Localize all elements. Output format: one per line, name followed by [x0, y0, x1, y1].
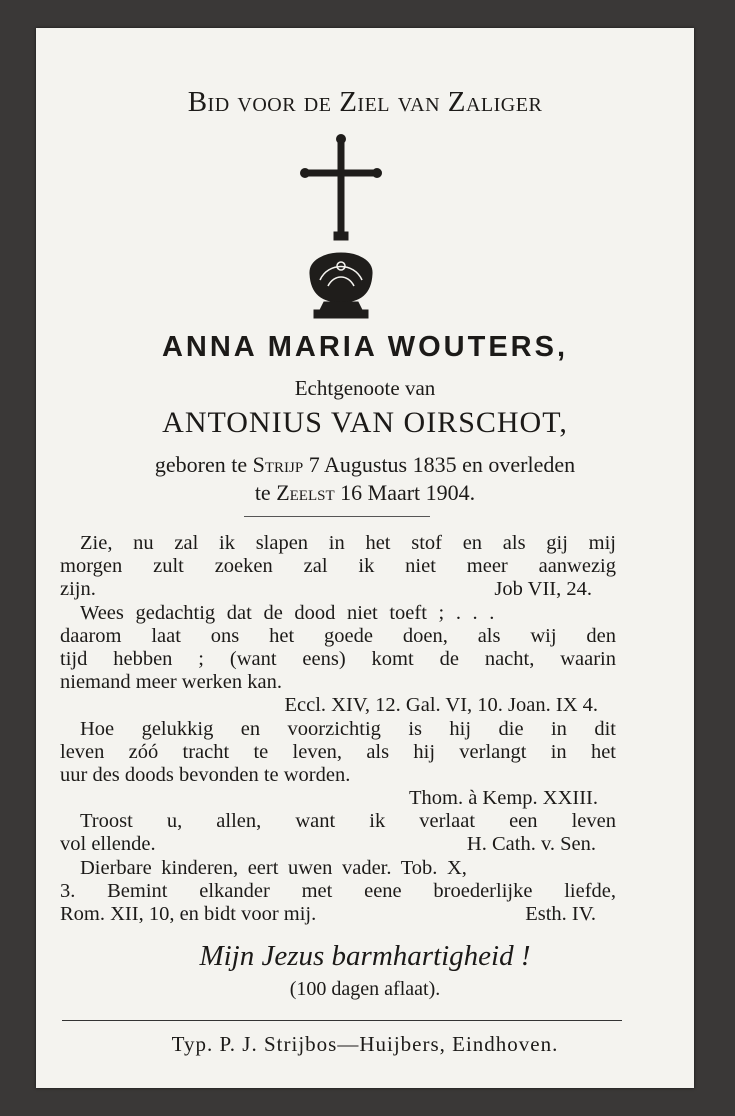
- text-fragment: Rom. XII, 10, en bidt voor mij.: [60, 903, 317, 925]
- died-post: 16 Maart 1904.: [340, 480, 476, 505]
- reference: Thom. à Kemp. XXIII.: [408, 787, 598, 810]
- text-line: Zie, nu zal ik slapen in het stof en als gij mij: [80, 532, 616, 554]
- card-title: Bid voor de Ziel van Zaliger: [187, 86, 543, 118]
- text-fragment: vol ellende.: [60, 833, 156, 856]
- reference: Esth. IV.: [525, 903, 596, 925]
- text-line: uur des doods bevonden te worden.: [60, 763, 351, 786]
- birth-line: [36, 452, 694, 478]
- spouse-label: Echtgenoote van: [294, 376, 436, 400]
- born-post: 7 Augustus 1835 en overleden: [308, 452, 576, 477]
- divider-long: [62, 1020, 622, 1021]
- died-place: Zeelst: [276, 480, 335, 505]
- born-pre: geboren te: [154, 452, 248, 477]
- reference: H. Cath. v. Sen.: [466, 833, 596, 856]
- text-line: leven zóó tracht te leven, als hij verlangt in het: [60, 740, 616, 763]
- text-line: Troost u, allen, want ik verlaat een leven: [80, 810, 616, 833]
- text-line: Dierbare kinderen, eert uwen vader. Tob. X,: [80, 856, 467, 879]
- reference: Job VII, 24.: [494, 578, 592, 601]
- motto: Mijn Jezus barmhartigheid !: [199, 940, 531, 972]
- text-line: morgen zult zoeken zal ik niet meer aanwezig: [60, 555, 616, 578]
- text-line: niemand meer werken kan.: [60, 671, 282, 694]
- text-line: tijd hebben ; (want eens) komt de nacht, waarin: [60, 647, 616, 670]
- text-line: daarom laat ons het goede doen, als wij den: [60, 624, 616, 647]
- text-line: 3. Bemint elkander met eene broederlijke liefde,: [60, 879, 616, 902]
- printer-credit: Typ. P. J. Strijbos—Huijbers, Eindhoven.: [171, 1032, 559, 1056]
- text-line: [60, 833, 616, 856]
- text-line: [60, 903, 616, 926]
- spouse-name: ANTONIUS VAN OIRSCHOT,: [162, 406, 568, 439]
- text-line: Hoe gelukkig en voorzichtig is hij die in dit: [80, 717, 616, 740]
- scripture-text: [60, 532, 616, 926]
- born-place: Strijp: [252, 452, 304, 477]
- divider-short: [244, 516, 430, 517]
- reference: Eccl. XIV, 12. Gal. VI, 10. Joan. IX 4.: [284, 694, 598, 717]
- indulgence-note: (100 dagen aflaat).: [289, 978, 441, 1000]
- death-line: [36, 480, 694, 506]
- cross-icon: [298, 134, 384, 324]
- died-pre: te: [254, 480, 271, 505]
- text-line: Wees gedachtig dat de dood niet toeft ; . . .: [80, 601, 495, 624]
- text-line: [60, 578, 616, 601]
- text-fragment: zijn.: [60, 578, 96, 601]
- memorial-card: [36, 28, 694, 1088]
- deceased-name: ANNA MARIA WOUTERS,: [161, 331, 569, 363]
